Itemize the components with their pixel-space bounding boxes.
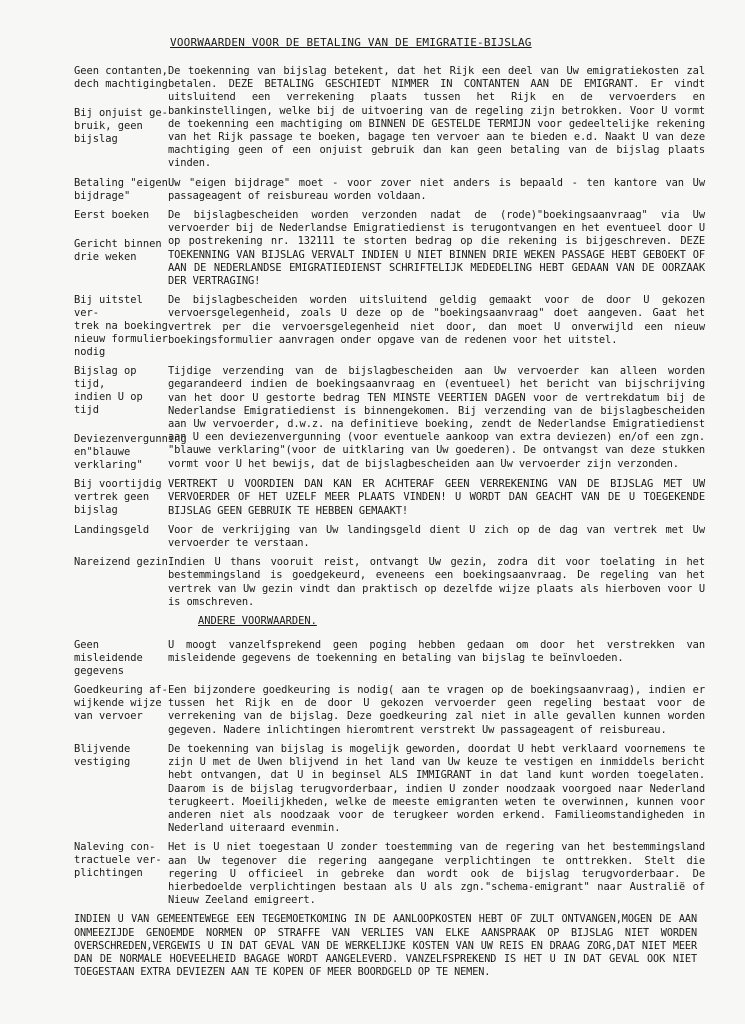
condition-section [74,294,705,359]
margin-labels [74,65,168,146]
condition-section [74,841,705,907]
margin-labels [74,177,168,203]
section-text: Uw "eigen bijdrage" moet - voor zover niet anders is bepaald - ten kantore van Uw passageagent of reisbureau worden voldaan. [168,176,705,202]
margin-label: Naleving con- tractuele ver- plichtingen [74,841,162,880]
margin-label: Gericht binnen drie weken [74,238,162,264]
condition-section [74,478,705,518]
margin-labels [74,209,168,264]
margin-labels [74,556,168,569]
margin-label: Blijvende vestiging [74,742,131,768]
condition-section [74,365,705,472]
section-text: De bijslagbescheiden worden verzonden nadat de (rode)"boekingsaanvraag" via Uw vervoerder bij de Nederlandse Emigratiedienst is terugontvangen en het eventueel door U op postrekening nr. 132111 te storten bedrag op die rekening is bijgeschreven. DEZE TOEKENNING VAN BIJSLAG VERVALT INDIEN U NIET BINNEN DRIE WEKEN PASSAGE HEBT GEBOEKT OF AAN DE NEDERLANDSE EMIGRATIEDIENST SCHRIFTELIJK MEDEDELING HEBT GEDAAN VAN DE OORZAAK DER VERTRAGING! [168,209,705,288]
section-text: De bijslagbescheiden worden uitsluitend geldig gemaakt voor de door U gekozen vervoersgelegenheid, zoals U deze op de "boekingsaanvraag" doet aangeven. Gaat het vertrek per die vervoersgelegenheid niet door, dan moet U onverwijld een nieuw boekingsformulier aanvragen onder opgave van de redenen voor het uitstel. [168,294,705,346]
section-text: Voor de verkrijging van Uw landingsgeld dient U zich op de dag van vertrek met Uw vervoerder te verstaan. [168,523,705,550]
margin-label: Geen contanten, dech machtiging [74,65,168,90]
section-text: Het is U niet toegestaan U zonder toestemming van de regering van het bestemmingsland aan Uw tegenover die regering aangegane verplichtingen te onttrekken. Stelt die regering U officieel in gebreke dan wordt ook de bijslag terugvorderbaar. De hierbedoelde verplichtingen bestaan als U als zgn."schema-emigrant" naar Australië of Nieuw Zeeland emigreert. [168,841,705,907]
margin-label: Bij uitstel ver- trek na boeking nieuw formulier nodig [74,294,168,359]
margin-label: Betaling "eigen bijdrage" [74,176,168,202]
margin-label: Bijslag op tijd, indien U op tijd [74,365,143,417]
condition-section [74,524,705,550]
other-conditions-heading: ANDERE VOORWAARDEN. [198,615,317,628]
margin-label: Nareizend gezin [74,556,168,569]
condition-section [74,209,705,288]
margin-labels [74,478,168,517]
condition-section [74,639,705,678]
margin-label: Deviezenvergunning en"blauwe verklaring" [74,433,187,472]
margin-label: Eerst boeken [74,209,150,222]
section-text: De toekenning van bijslag is mogelijk geworden, doordat U hebt verklaard voornemens te zijn U met de Uwen blijvend in het land van Uw keuze te vestigen en inmiddels bericht hebt ontvangen, dat U in beginsel ALS IMMIGRANT in dat land kunt worden toegelaten. Daarom is de bijslag terugvorderbaar, indien U zonder noodzaak voorgoed naar Nederland terugkeert. Moeilijkheden, welke de meeste emigranten weten te overwinnen, kunnen voor anderen niet als noodzaak voor de terugkeer worden erkend. Familieomstandigheden in Nederland uiteraard evenmin. [168,742,705,835]
margin-label: Goedkeuring af- wijkende wijze van vervoer [74,684,168,723]
section-text: U moogt vanzelfsprekend geen poging hebben gedaan om door het verstrekken van misleidende gegevens de toekenning en betaling van bijslag te beïnvloeden. [168,639,705,665]
margin-labels [74,294,168,359]
margin-labels [74,365,187,472]
section-text: Indien U thans vooruit reist, ontvangt Uw gezin, zodra dit voor toelating in het bestemmingsland is goedgekeurd, eveneens een boekingsaanvraag. De regeling van het vertrek van Uw gezin vindt dan praktisch op dezelfde wijze plaats als hierboven voor U is omschreven. [168,556,705,608]
section-text: De toekenning van bijslag betekent, dat het Rijk een deel van Uw emigratiekosten zal betalen. DEZE BETALING GESCHIEDT NIMMER IN CONTANTEN AAN DE EMIGRANT. Er vindt uitsluitend een verrekening plaats tussen het Rijk en de vervoerders en bankinstellingen, welke bij de uitvoering van de regeling zijn betrokken. Voor U vormt de toekenning een machtiging om BINNEN DE GESTELDE TERMIJN voor gedeeltelijke rekening van het Rijk passage te boeken, bagage ten vervoer aan te bieden e.d. Naakt U van deze machtiging geen of een onjuist gebruik dan kan geen betaling van de bijslag plaats vinden. [168,65,705,170]
margin-labels [74,639,168,678]
margin-label: Geen misleidende gegevens [74,639,143,678]
margin-labels [74,524,168,537]
conditions-sections [74,65,705,609]
condition-section [74,556,705,609]
margin-label: Bij voortijdig vertrek geen bijslag [74,478,162,517]
section-text: Een bijzondere goedkeuring is nodig( aan te vragen op de boekingsaanvraag), indien er tussen het Rijk en de door U gekozen vervoerder geen regeling bestaat voor de verrekening van de bijslag. Deze goedkeuring zal niet in alle gevallen kunnen worden gegeven. Nadere inlichtingen hieromtrent verstrekt Uw passageagent of reisbureau. [168,684,705,736]
margin-labels [74,841,168,880]
condition-section [74,65,705,171]
final-notice: INDIEN U VAN GEMEENTEWEGE EEN TEGEMOETKOMING IN DE AANLOOPKOSTEN HEBT OF ZULT ONTVANGEN,MOGEN DE AAN ONMEEZIJDE GENOEMDE NORMEN OP STRAFFE VAN VERLIES VAN ELKE AANSPRAAK OP BIJSLAG NIET WORDEN OVERSCHREDEN,VERGEWIS U IN DAT GEVAL VAN DE WERKELIJKE KOSTEN VAN UW REIS EN DRAAG ZORG,DAT NIET MEER DAN DE NORMALE HOEVEELHEID BAGAGE WORDT AANGELEVERD. VANZELFSPREKEND IS HET U IN DAT GEVAL OOK NIET TOEGESTAAN EXTRA DEVIEZEN AAN TE KOPEN OF MEER BOORDGELD OP TE NEMEN. [74,914,697,979]
margin-labels [74,684,168,723]
document-title: VOORWAARDEN VOOR DE BETALING VAN DE EMIGRATIE-BIJSLAG [170,36,532,49]
condition-section [74,177,705,203]
margin-labels [74,743,168,769]
section-text: Tijdige verzending van de bijslagbescheiden aan Uw vervoerder kan alleen worden gegarandeerd indien de boekingsaanvraag en (eventueel) het bericht van bijschrijving van het door U gestorte bedrag TEN MINSTE VEERTIEN DAGEN voor de vertrekdatum bij de Nederlandse Emigratiedienst is binnengekomen. Bij verzending van de bijslagbescheiden aan Uw vervoerder, d.w.z. na definitieve boeking, zendt de Nederlandse Emigratiedienst aan U een deviezenvergunning (voor eventuele aankoop van extra deviezen) en/of een zgn. "blauwe verklaring"(voor de uitklaring van Uw goederen). De ontvangst van deze stukken vormt voor U het bewijs, dat de bijslagbescheiden aan Uw vervoerder zijn verzonden. [168,365,705,470]
condition-section [74,684,705,737]
section-text: VERTREKT U VOORDIEN DAN KAN ER ACHTERAF GEEN VERREKENING VAN DE BIJSLAG MET UW VERVOERDER OF HET UZELF MEER PLAATS VINDEN! U WORDT DAN GEACHT VAN DE U TOEGEKENDE BIJSLAG GEEN GEBRUIK TE HEBBEN GEMAAKT! [168,478,705,517]
other-conditions-sections [74,639,705,907]
margin-label: Bij onjuist ge- bruik, geen bijslag [74,107,168,145]
margin-label: Landingsgeld [74,523,150,536]
condition-section [74,743,705,835]
